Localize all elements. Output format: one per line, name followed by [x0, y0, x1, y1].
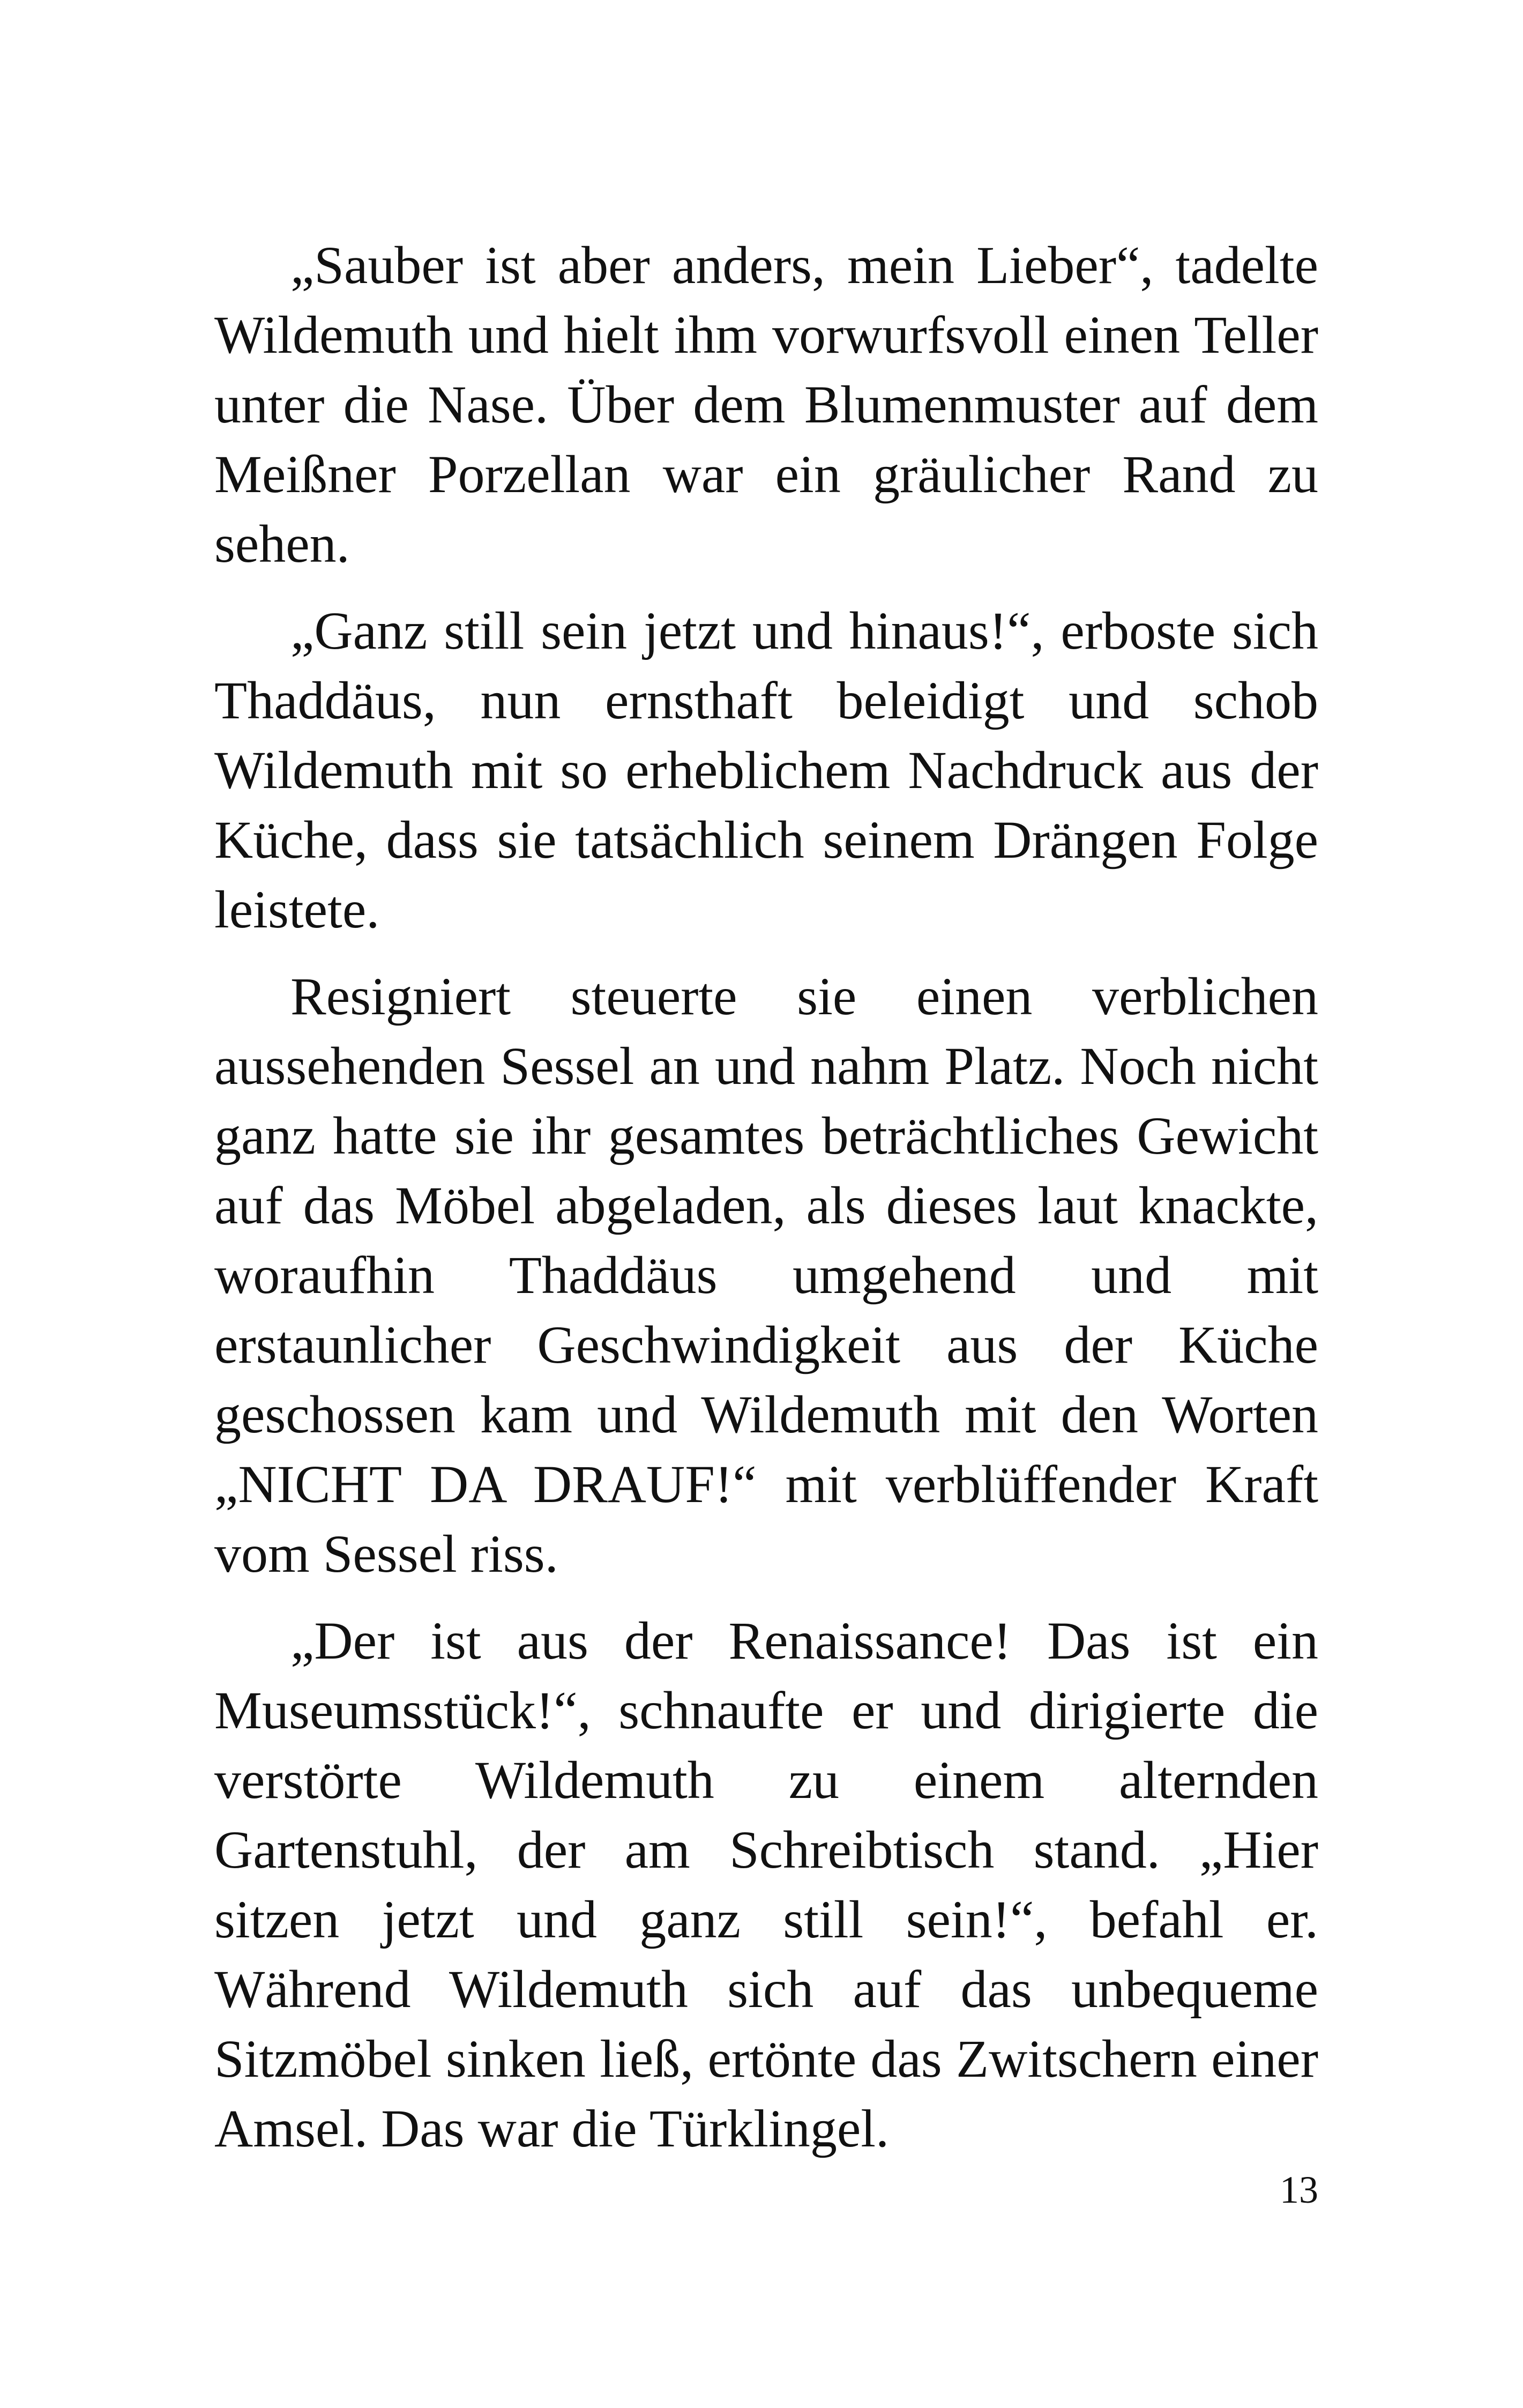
paragraph-3: Resigniert steuerte sie einen verblichen aussehenden Sessel an und nahm Platz. Noch nicht ganz hatte sie ihr gesamtes beträchtliches Gewicht auf das Möbel abgeladen, als dieses laut knackte, woraufhin Thaddäus umgehend und mit erstaunlicher Geschwindigkeit aus der Küche geschossen kam und Wildemuth mit den Worten „NICHT DA DRAUF!“ mit verblüffender Kraft vom Sessel riss.	[214, 967, 1318, 1584]
page-number: 13	[1280, 2168, 1318, 2211]
paragraph-1: „Sauber ist aber anders, mein Lieber“, tadelte Wildemuth und hielt ihm vorwurfsvoll einen Teller unter die Nase. Über dem Blumenmuster auf dem Meißner Porzellan war ein gräulicher Rand zu sehen.	[214, 235, 1318, 574]
body-text	[214, 231, 1318, 2181]
paragraph-4: „Der ist aus der Renaissance! Das ist ein Museumsstück!“, schnaufte er und dirigierte die verstörte Wildemuth zu einem alternden Gartenstuhl, der am Schreibtisch stand. „Hier sitzen jetzt und ganz still sein!“, befahl er. Während Wildemuth sich auf das unbequeme Sitzmöbel sinken ließ, ertönte das Zwitschern einer Amsel. Das war die Türklingel.	[214, 1611, 1318, 2158]
paragraph-2: „Ganz still sein jetzt und hinaus!“, erboste sich Thaddäus, nun ernsthaft beleidigt und schob Wildemuth mit so erheblichem Nachdruck aus der Küche, dass sie tatsächlich seinem Drängen Folge leistete.	[214, 601, 1318, 939]
